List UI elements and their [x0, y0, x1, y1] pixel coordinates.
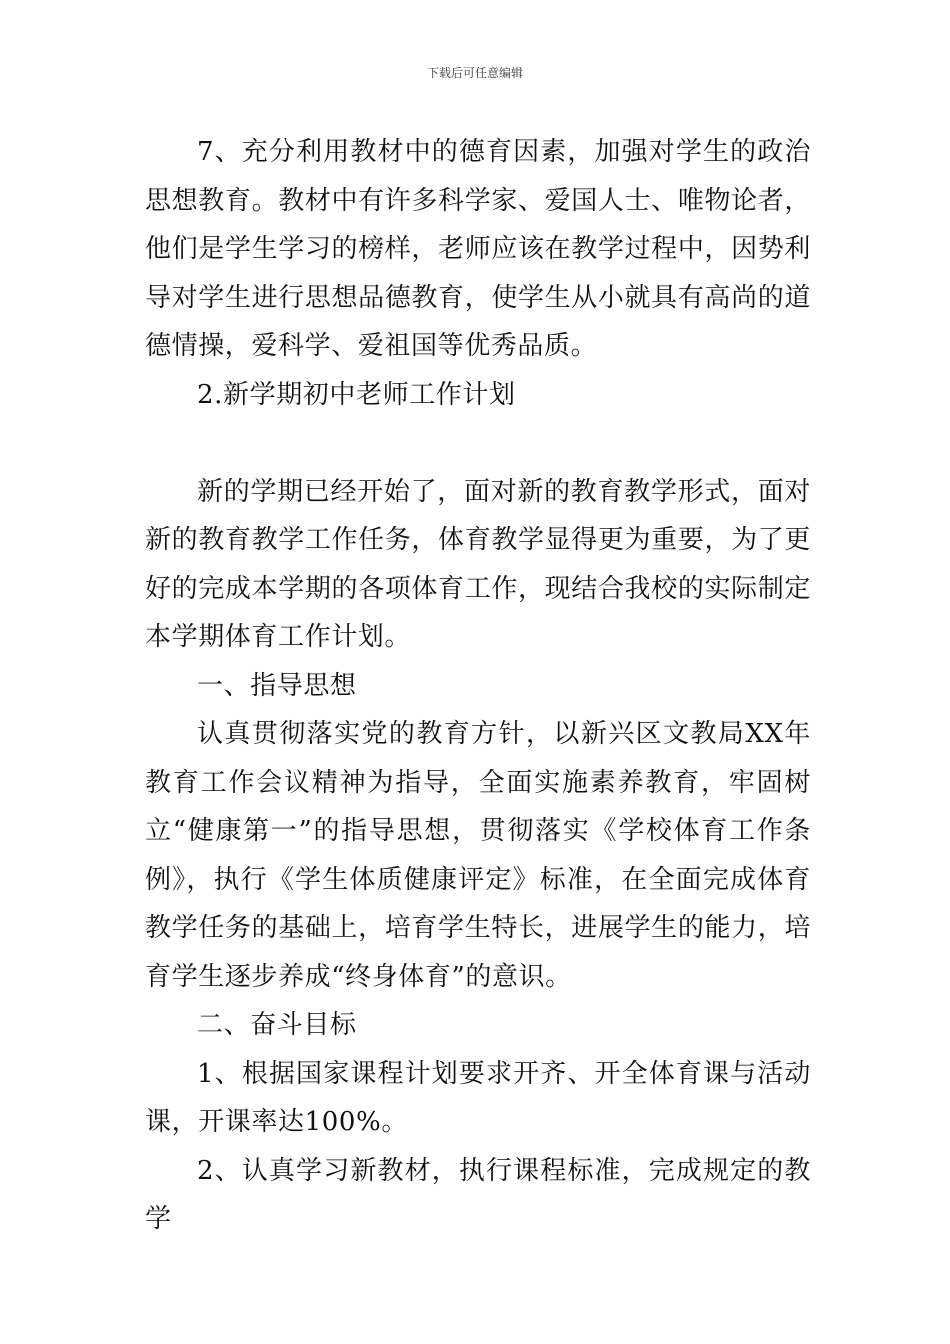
paragraph-guiding-ideology: 认真贯彻落实党的教育方针，以新兴区文教局XX年教育工作会议精神为指导，全面实施素养教育，牢固树立“健康第一”的指导思想，贯彻落实《学校体育工作条例》，执行《学生体质健康评定》标准，在全面完成体育教学任务的基础上，培育学生特长，进展学生的能力，培育学生逐步养成“终身体育”的意识。	[145, 719, 811, 992]
paragraph-goal-1: 1、根据国家课程计划要求开齐、开全体育课与活动课，开课率达100%。	[145, 1058, 811, 1137]
blank-line	[145, 419, 811, 468]
section-title-plan: 2.新学期初中老师工作计划	[197, 379, 516, 410]
paragraph-goal-2: 2、认真学习新教材，执行课程标准，完成规定的教学	[145, 1155, 811, 1234]
heading-guiding-ideology: 一、指导思想	[197, 670, 357, 701]
paragraph-moral-education: 7、充分利用教材中的德育因素，加强对学生的政治思想教育。教材中有许多科学家、爱国人士、唯物论者，他们是学生学习的榜样，老师应该在教学过程中，因势利导对学生进行思想品德教育，使学生从小就具有高尚的道德情操，爱科学、爱祖国等优秀品质。	[145, 137, 811, 361]
paragraph-intro: 新的学期已经开始了，面对新的教育教学形式，面对新的教育教学工作任务，体育教学显得更为重要，为了更好的完成本学期的各项体育工作，现结合我校的实际制定本学期体育工作计划。	[145, 476, 811, 652]
heading-goals: 二、奋斗目标	[197, 1010, 357, 1040]
document-body	[145, 128, 811, 1244]
page-header: 下载后可任意编辑	[426, 66, 523, 80]
